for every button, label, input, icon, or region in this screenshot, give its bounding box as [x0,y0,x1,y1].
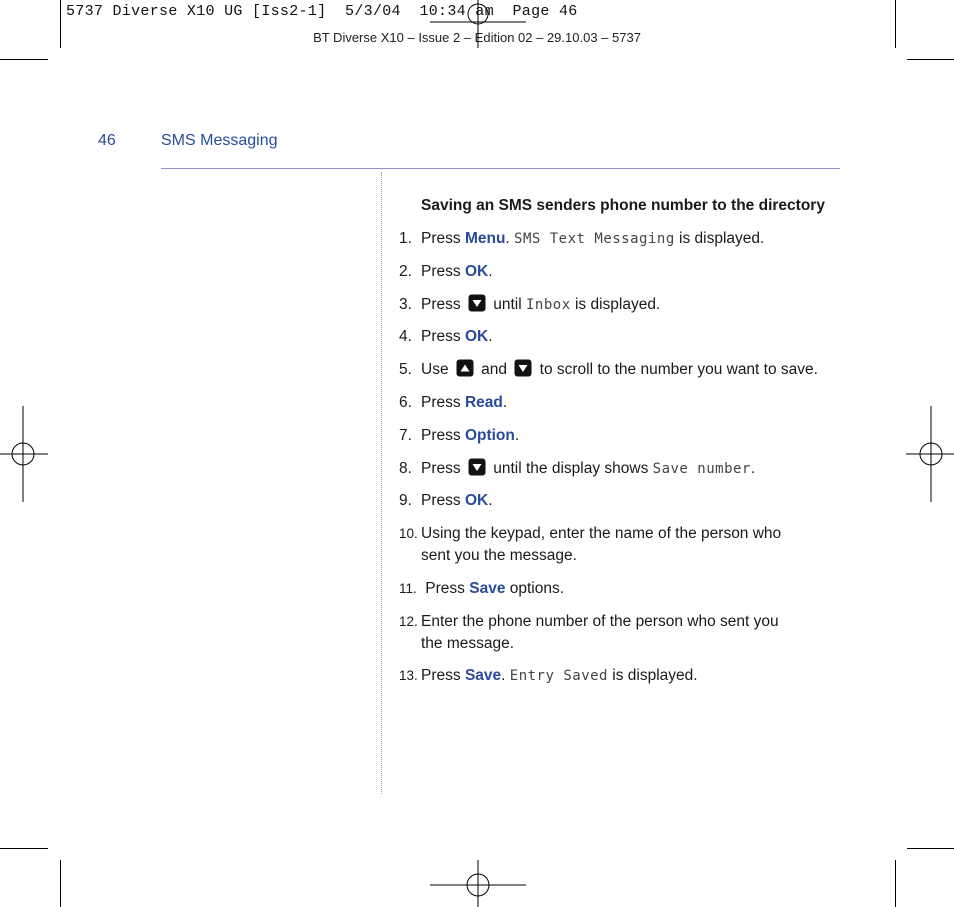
step-number: 11. [399,581,417,596]
step-text: . [488,492,493,509]
step-text: sent you the message. [421,547,577,564]
step-text: Press [421,263,465,280]
step-text: until the display shows [488,460,653,477]
step-text: Press [421,394,465,411]
crop-mark [60,0,61,48]
list-item [399,228,764,250]
display-text: Inbox [526,297,571,313]
step-number: 4. [399,328,412,345]
step-text: to scroll to the number you want to save. [535,361,818,378]
step-number: 6. [399,394,412,411]
step-number: 8. [399,460,412,477]
print-edition-line: BT Diverse X10 – Issue 2 – Edition 02 – 29.10.03 – 5737 [313,30,641,45]
list-item [399,261,493,283]
ok-key-label: OK [464,263,489,280]
section-title: SMS Messaging [161,132,278,149]
step-number: 3. [399,296,412,313]
crop-mark [895,860,896,907]
list-item [399,523,781,567]
menu-key-label: Menu [464,230,506,247]
step-text: is displayed. [570,296,661,313]
list-item [399,578,564,600]
step-text: until [488,296,526,313]
step-text: Using the keypad, enter the name of the person who [421,525,782,542]
step-text: Press [421,328,465,345]
step-text: Press [421,460,465,477]
step-text: . [488,263,493,280]
step-text: Press [421,230,465,247]
header-rule [161,168,840,169]
step-text: . [505,230,515,247]
option-key-label: Option [464,427,515,444]
display-text: Save number [652,461,751,477]
list-item [399,359,818,381]
step-text: . [514,427,520,444]
display-text: SMS Text Messaging [514,231,675,247]
crop-mark [60,860,61,907]
crop-mark [0,59,48,60]
crop-mark [895,0,896,48]
print-slug: 5737 Diverse X10 UG [Iss2-1] 5/3/04 10:34 am Page 46 [66,3,578,20]
step-text: Use [421,361,453,378]
step-text: . [488,328,493,345]
page-number: 46 [98,132,116,149]
list-item [399,665,698,687]
registration-mark-icon [430,860,526,907]
step-text: Press [421,580,470,597]
down-arrow-icon [514,359,532,377]
crop-mark [0,848,48,849]
list-item [399,425,519,447]
step-number: 1. [399,230,412,247]
step-text: . [501,667,510,684]
step-text: Press [421,296,465,313]
step-text: the message. [421,635,515,652]
step-text: . [750,460,756,477]
registration-mark-icon [906,406,954,502]
read-key-label: Read [464,394,503,411]
down-arrow-icon [468,294,486,312]
step-number: 5. [399,361,412,378]
list-item [399,294,660,316]
list-item [399,611,779,655]
step-text: Press [421,667,465,684]
registration-mark-icon [430,0,526,48]
step-text: and [476,361,512,378]
step-text: . [502,394,508,411]
step-number: 13. [399,668,418,683]
step-text: is displayed. [607,667,698,684]
ok-key-label: OK [464,328,489,345]
save-key-label: Save [469,580,506,597]
up-arrow-icon [456,359,474,377]
down-arrow-icon [468,458,486,476]
step-text: Press [421,492,465,509]
display-text: Entry Saved [509,668,608,684]
step-number: 7. [399,427,412,444]
step-number: 9. [399,492,412,509]
step-text: is displayed. [674,230,765,247]
step-text: Enter the phone number of the person who sent you [421,613,779,630]
step-number: 12. [399,614,418,629]
crop-mark [907,59,954,60]
column-divider [381,172,382,794]
list-item [399,326,493,348]
step-text: Press [421,427,465,444]
procedure-heading: Saving an SMS senders phone number to the directory [421,197,825,214]
list-item [399,392,507,414]
step-number: 2. [399,263,412,280]
ok-key-label: OK [464,492,489,509]
registration-mark-icon [0,406,48,502]
list-item [399,458,755,480]
step-text: options. [505,580,565,597]
save-key-label: Save [464,667,502,684]
crop-mark [907,848,954,849]
step-number: 10. [399,526,418,541]
list-item [399,490,493,512]
